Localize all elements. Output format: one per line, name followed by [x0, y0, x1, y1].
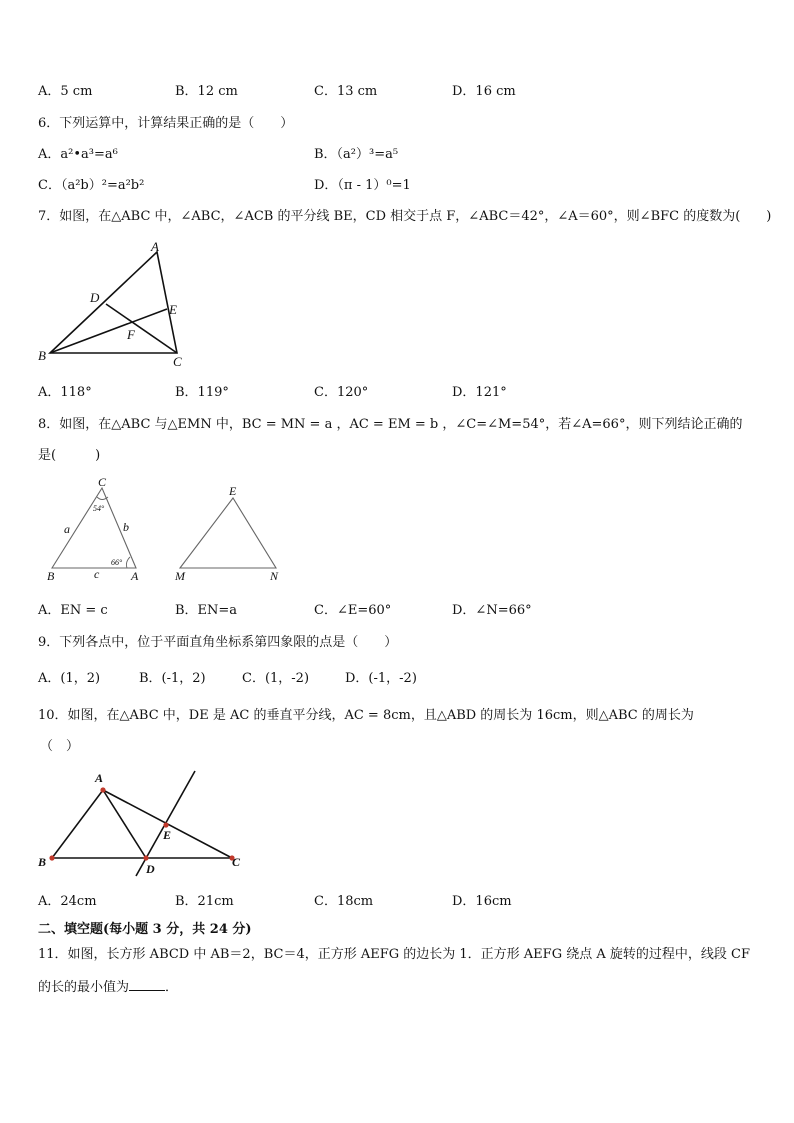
q8-label-a: A	[131, 569, 139, 583]
q5-option-a: A．5 cm	[38, 84, 93, 99]
q8-stem-line1: 8．如图，在△ABC 与△EMN 中，BC = MN = a ，AC = EM = b ，∠C=∠M=54°，若∠A=66°，则下列结论正确的	[38, 417, 743, 432]
q9-option-c: C．(1，-2)	[242, 671, 310, 686]
q10-label-e: E	[163, 828, 172, 842]
q11-line2	[38, 978, 178, 996]
q7-label-f: F	[127, 327, 135, 342]
q6-option-c: C．（a²b）²=a²b²	[38, 178, 145, 193]
q8-label-c: C	[98, 475, 107, 489]
q7-option-d: D．121°	[452, 385, 507, 400]
section2-heading: 二、填空题(每小题 3 分，共 24 分)	[38, 922, 252, 937]
q10-label-c: C	[232, 855, 241, 869]
q6-option-d: D．（π - 1）⁰=1	[314, 178, 411, 193]
q7-label-b: B	[38, 348, 46, 363]
q9-option-d: D．(-1，-2)	[345, 671, 417, 686]
q5-option-c: C．13 cm	[314, 84, 378, 99]
q5-option-d: D．16 cm	[452, 84, 516, 99]
q11-line2-text: 的长的最小值为	[38, 980, 130, 995]
q10-option-b: B．21cm	[175, 894, 234, 909]
q10-label-b: B	[38, 855, 47, 869]
q8-option-b: B．EN=a	[175, 603, 238, 618]
q8-label-b-side: b	[123, 520, 129, 534]
q10-label-d: D	[146, 862, 155, 876]
q10-stem-line2: （ ）	[40, 739, 80, 754]
q10-option-d: D．16cm	[452, 894, 512, 909]
q7-option-a: A．118°	[38, 385, 92, 400]
q8-label-n: N	[270, 569, 279, 583]
q8-label-c-side: c	[94, 567, 100, 581]
q5-option-b: B．12 cm	[175, 84, 238, 99]
q8-label-b: B	[47, 569, 55, 583]
q7-option-c: C．120°	[314, 385, 369, 400]
q11-line2-end: ．	[165, 980, 179, 995]
q6-stem: 6．下列运算中，计算结果正确的是（ ）	[38, 116, 294, 131]
q10-label-a: A	[95, 771, 104, 785]
q10-option-a: A．24cm	[38, 894, 97, 909]
q8-option-d: D．∠N=66°	[452, 603, 532, 618]
q7-label-d: D	[90, 290, 100, 305]
q8-option-c: C．∠E=60°	[314, 603, 392, 618]
q6-option-a: A．a²•a³=a⁶	[38, 147, 118, 162]
q10-stem-line1: 10．如图，在△ABC 中，DE 是 AC 的垂直平分线，AC = 8cm，且△ABD 的周长为 16cm，则△ABC 的周长为	[38, 708, 694, 723]
q8-label-m: M	[175, 569, 185, 583]
q9-option-a: A．(1，2)	[38, 671, 101, 686]
q9-stem: 9．下列各点中，位于平面直角坐标系第四象限的点是（ ）	[38, 635, 398, 650]
q10-option-c: C．18cm	[314, 894, 374, 909]
q8-angle-54: 54°	[93, 504, 105, 513]
q9-option-b: B．(-1，2)	[139, 671, 206, 686]
q7-option-b: B．119°	[175, 385, 229, 400]
q6-option-b: B．（a²）³=a⁵	[314, 147, 399, 162]
q8-label-e: E	[229, 484, 237, 498]
q11-answer-blank[interactable]	[129, 978, 165, 991]
q7-stem: 7．如图，在△ABC 中，∠ABC，∠ACB 的平分线 BE，CD 相交于点 F，∠ABC＝42°，∠A＝60°，则∠BFC 的度数为( )	[38, 209, 772, 224]
q7-label-a: A	[151, 239, 159, 254]
q11-line1: 11．如图，长方形 ABCD 中 AB＝2，BC＝4，正方形 AEFG 的边长为 1．正方形 AEFG 绕点 A 旋转的过程中，线段 CF	[38, 947, 750, 962]
q8-label-a-side: a	[64, 522, 70, 536]
q8-stem-line2: 是( )	[38, 448, 101, 463]
q7-label-c: C	[173, 354, 182, 369]
q8-option-a: A．EN = c	[38, 603, 108, 618]
q8-angle-66: 66°	[111, 558, 123, 567]
q7-label-e: E	[169, 302, 177, 317]
